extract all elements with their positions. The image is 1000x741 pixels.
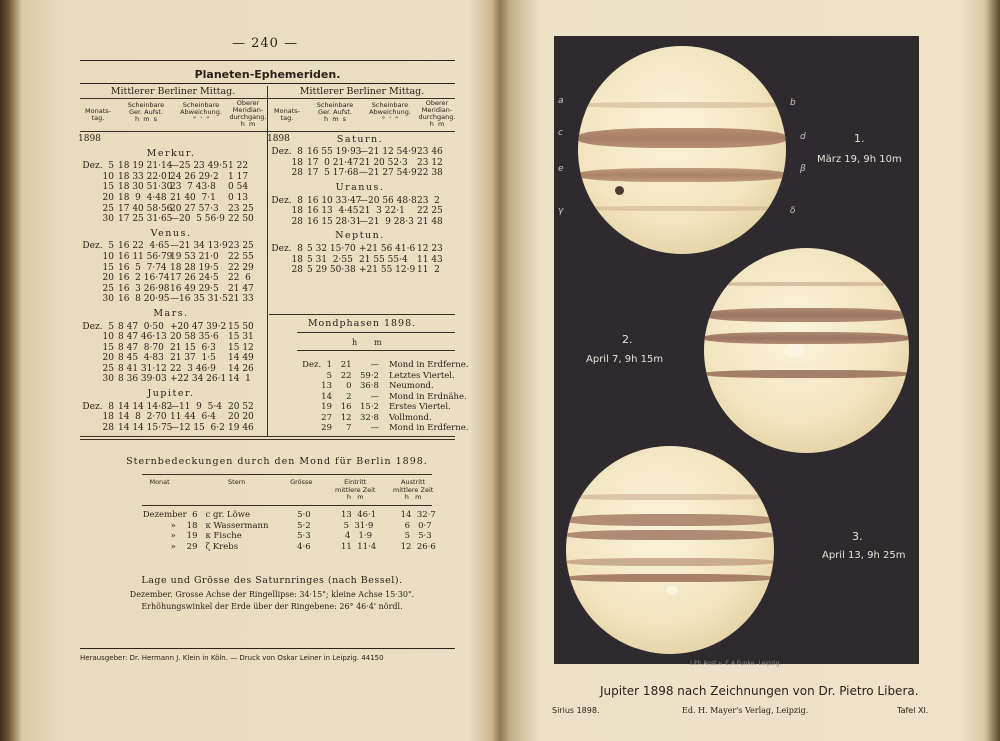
ephemeris-cell: Dez. 5 — [82, 241, 114, 252]
occultation-rows — [118, 510, 448, 552]
occultation-row — [118, 510, 448, 521]
moon-phase-cell: 59·2 — [360, 370, 379, 381]
ephemeris-cell: 5 29 50·38 — [307, 265, 356, 276]
belt-2b — [704, 332, 909, 344]
ephemeris-cell: —11 9 5·4 — [170, 401, 222, 412]
planet-heading: Saturn. — [336, 133, 384, 145]
ephemeris-cell: 25 — [102, 203, 114, 214]
ephemeris-cell: 14 1 — [228, 374, 251, 385]
ephemeris-cell: 25 — [102, 363, 114, 374]
ephemeris-row — [267, 206, 453, 217]
ephemeris-row — [78, 412, 264, 423]
ephemeris-cell: 12 23 — [417, 243, 443, 254]
ephemeris-cell: 15 12 — [228, 342, 254, 353]
ephemeris-cell: +21 55 12·9 — [359, 265, 416, 276]
left-page — [22, 0, 492, 741]
jupiter-drawing-1 — [578, 46, 786, 254]
ephemeris-cell: 17 5 17·68 — [307, 168, 359, 179]
moon-phase-cell: Letztes Viertel. — [388, 370, 455, 381]
drawing-3-number: 3. — [852, 530, 863, 543]
ephemeris-cell: 14 26 — [228, 363, 254, 374]
ephemeris-cell: 21 33 — [228, 294, 254, 305]
planet-heading: Merkur. — [146, 147, 196, 159]
jupiter-plate — [554, 36, 919, 667]
marker-beta: β — [800, 164, 806, 174]
ephemeris-row — [78, 172, 264, 183]
moon-phase-cell: Dez. 1 — [302, 360, 332, 370]
bottom-center: Ed. H. Mayer's Verlag, Leipzig. — [682, 706, 809, 715]
ephemeris-title: Planeten-Ephemeriden. — [194, 68, 341, 81]
ephemeris-cell: 22 25 — [417, 206, 443, 217]
marker-delta: δ — [790, 206, 796, 216]
ephemeris-row — [78, 364, 264, 375]
saturn-ring-text-1: Dezember. Grosse Achse der Ringellipse: 34·15"; kleine Achse 15·30". — [129, 590, 415, 599]
top-rule — [80, 60, 455, 61]
marker-c: c — [558, 128, 563, 138]
moon-phase-cell: 7 — [346, 423, 352, 433]
ephemeris-cell: 10 — [102, 171, 114, 182]
ephemeris-row — [78, 353, 264, 364]
ephemeris-cell: 16 13 4·45 — [307, 206, 359, 217]
moon-phase-cell: Erstes Viertel. — [388, 402, 451, 412]
ephemeris-cell: 5 31 2·55 — [307, 254, 353, 265]
ephemeris-cell: 30 — [102, 374, 114, 385]
occultation-cell: 11 11·4 — [340, 541, 377, 552]
occultation-cell: 12 26·6 — [400, 541, 436, 552]
occultation-row — [118, 531, 448, 542]
table-bottom-rule-2 — [80, 439, 455, 440]
mond-h: h — [352, 338, 358, 347]
ephemeris-cell: +21 56 41·6 — [359, 243, 416, 254]
belt-3c — [566, 574, 774, 582]
ephemeris-cell: 20 27 57·3 — [170, 203, 219, 214]
moon-phase-cell: — — [370, 360, 379, 370]
occultation-title: Sternbedeckungen durch den Mond für Berlin 1898. — [126, 456, 428, 467]
ephemeris-cell: 15 50 — [228, 321, 254, 332]
occultation-cell: 5·3 — [297, 531, 311, 541]
ephemeris-cell: 22 6 — [228, 273, 251, 284]
lithographer-credit: Lith.Anst.v. E.A.Funke, Leipzig. — [690, 660, 782, 667]
ephemeris-year: 1898 — [267, 134, 290, 144]
ephemeris-cell: Dez. 8 — [271, 147, 303, 158]
moon-phase-cell: 15·2 — [360, 402, 379, 412]
saturn-ring-text-2: Erhöhungswinkel der Erde über der Ringebene: 26° 46·4' nördl. — [141, 602, 403, 611]
marker-b: b — [790, 98, 796, 108]
moon-phase-cell: 22 — [340, 370, 352, 381]
ephemeris-cell: 22 3 46·9 — [170, 363, 216, 374]
occultation-header: Monat — [149, 478, 170, 486]
moon-phase-cell: 13 — [321, 381, 332, 391]
moon-phase-cell: Mond in Erdferne. — [388, 423, 469, 433]
occultation-cell: 4·6 — [297, 541, 311, 552]
right-page — [512, 0, 992, 741]
ephemeris-cell: 20 — [102, 353, 114, 364]
moon-phase-cell: Mond in Erdferne. — [388, 360, 469, 370]
footer-rule — [80, 648, 455, 649]
planet-heading: Mars. — [153, 307, 189, 319]
ephemeris-cell: 11 44 6·4 — [170, 412, 216, 423]
ephemeris-cell: 15 — [102, 342, 114, 353]
ephemeris-cell: 28 — [291, 168, 303, 179]
mond-m: m — [374, 338, 382, 347]
ephemeris-cell: 22 50 — [228, 214, 254, 225]
equatorial-belt-south — [578, 168, 786, 182]
jupiter-drawing-3 — [566, 446, 774, 654]
ephemeris-cell: 18 33 22·01 — [118, 171, 173, 182]
ephemeris-row — [78, 322, 264, 333]
ephemeris-cell: 17 26 24·5 — [170, 273, 219, 284]
moon-phase-cell: 2 — [346, 391, 352, 402]
ephemeris-cell: 8 41 31·12 — [118, 363, 167, 374]
ephemeris-row — [267, 217, 453, 228]
ephemeris-cell: 18 30 51·30 — [118, 182, 173, 193]
occultation-row — [118, 542, 448, 553]
ephemeris-year: 1898 — [78, 134, 101, 144]
moon-phase-cell: 29 — [321, 423, 332, 433]
ephemeris-row — [78, 294, 264, 305]
ephemeris-cell: 30 — [102, 214, 114, 225]
moon-phase-cell: 32·8 — [360, 412, 379, 423]
occultation-cell: 5·2 — [297, 520, 311, 531]
ephemeris-cell: 21 37 1·5 — [170, 353, 216, 364]
stern-rule-1 — [142, 474, 432, 475]
ephemeris-cell: 14 49 — [228, 353, 254, 364]
drawing-2-number: 2. — [622, 333, 633, 346]
occultation-cell: » 18 — [170, 520, 198, 531]
bottom-right: Tafel XI. — [897, 706, 929, 715]
ephemeris-row — [78, 252, 264, 263]
ephemeris-cell: 10 — [102, 251, 114, 262]
planet-heading: Venus. — [150, 227, 192, 239]
moon-phase-cell: 19 — [321, 402, 332, 412]
occultation-header: Stern — [228, 478, 246, 486]
ephemeris-cell: 18 — [291, 254, 303, 265]
ephemeris-cell: 22 38 — [417, 168, 443, 179]
ephemeris-cell: 17 40 58·56 — [118, 203, 173, 214]
ephemeris-cell: 0 13 — [228, 192, 249, 203]
mond-rule — [269, 314, 455, 315]
ephemeris-cell: 16 15 28·31 — [307, 216, 362, 227]
title-rule — [80, 83, 455, 84]
ephemeris-cell: —16 35 31·5 — [170, 294, 228, 305]
moon-phase-cell: 5 — [326, 370, 332, 381]
bottom-left: Sirius 1898. — [552, 706, 600, 715]
moon-phase-cell: Mond in Erdnähe. — [388, 391, 467, 402]
ephemeris-cell: 19 46 — [228, 422, 254, 433]
ephemeris-cell: 8 36 39·03 — [118, 374, 167, 385]
ephemeris-row — [78, 374, 264, 385]
ephemeris-cell: 20 20 — [228, 412, 254, 423]
ephemeris-cell: 18 9 4·48 — [118, 192, 167, 203]
ephemeris-row — [78, 423, 264, 434]
ephemeris-cell: 20 58 35·6 — [170, 332, 219, 343]
moon-phase-row — [287, 360, 477, 371]
drawing-2-date: April 7, 9h 15m — [586, 354, 664, 365]
ephemeris-cell: 21 20 52·3 — [359, 157, 408, 168]
ephemeris-cell: 5 32 15·70 — [307, 243, 356, 254]
belt-3b — [566, 530, 774, 540]
ephemeris-row — [78, 214, 264, 225]
ephemeris-cell: Dez. 8 — [82, 401, 114, 412]
moon-phase-cell: Vollmond. — [388, 412, 432, 423]
ephemeris-row — [267, 147, 453, 158]
ephemeris-cell: 22 29 — [228, 262, 254, 273]
publisher-footer: Herausgeber: Dr. Hermann J. Klein in Köln. — Druck von Oskar Leiner in Leipzig. 44150 — [80, 654, 384, 662]
ephemeris-cell: 16 49 29·5 — [170, 283, 219, 294]
header-mer: Oberer Meridian- durchgang. h m — [229, 99, 267, 128]
ephemeris-cell: 18 19 21·14 — [118, 161, 173, 172]
ephemeris-cell: 14 14 15·75 — [118, 422, 173, 433]
saturn-ring-title: Lage und Grösse des Saturnringes (nach Bessel). — [141, 575, 403, 586]
ephemeris-cell: 16 22 4·65 — [118, 241, 170, 252]
ephemeris-cell: 16 3 26·98 — [118, 283, 170, 294]
marker-d: d — [800, 132, 806, 142]
ephemeris-cell: 21 15 6·3 — [170, 342, 216, 353]
header-ar: Scheinbare Ger. Aufst. h m s — [127, 101, 165, 123]
moon-phase-row — [287, 371, 477, 382]
ephemeris-row — [78, 273, 264, 284]
ephemeris-cell: 16 8 20·95 — [118, 294, 170, 305]
occultation-cell: Dezember 6 — [142, 510, 198, 520]
ephemeris-cell: 18 28 19·5 — [170, 262, 219, 273]
ephemeris-cell: 16 55 19·93 — [307, 147, 362, 158]
ephemeris-column-left — [78, 134, 264, 433]
white-spot-3 — [666, 586, 678, 595]
ephemeris-row — [267, 168, 453, 179]
equatorial-belt-north — [578, 128, 786, 148]
ephemeris-cell: 16 10 33·47 — [307, 195, 362, 206]
ephemeris-row — [78, 343, 264, 354]
ephemeris-cell: 8 47 8·70 — [118, 342, 164, 353]
occultation-cell: ζ Krebs — [205, 541, 239, 552]
moon-phase-cell: — — [370, 391, 379, 402]
header-ar-2: Scheinbare Ger. Aufst. h m s — [316, 101, 354, 123]
ephemeris-cell: 21 47 — [228, 283, 254, 294]
moon-phase-row — [287, 381, 477, 392]
ephemeris-cell: 20 — [102, 273, 114, 284]
marker-a: a — [558, 96, 564, 106]
moon-phase-cell: 21 — [340, 360, 352, 370]
ephemeris-cell: 30 — [102, 294, 114, 305]
ephemeris-cell: 21 3 22·1 — [359, 206, 405, 217]
ephemeris-cell: —21 9 28·3 — [359, 216, 414, 227]
ephemeris-cell: 23 12 — [417, 157, 443, 168]
moon-phase-cell: — — [370, 423, 379, 433]
mond-rule-2 — [297, 332, 455, 333]
ephemeris-cell: Dez. 8 — [271, 243, 303, 254]
ephemeris-cell: 21 40 7·1 — [170, 192, 216, 203]
ephemeris-cell: 18 — [291, 157, 303, 168]
ephemeris-cell: Dez. 5 — [82, 321, 114, 332]
header-tag: Monats- tag. — [85, 107, 111, 122]
header-dec-2: Scheinbare Abweichung. ° ' " — [369, 101, 411, 123]
moon-phase-cell: 36·8 — [360, 381, 379, 391]
ephemeris-row — [78, 332, 264, 343]
ephemeris-row — [78, 193, 264, 204]
ephemeris-cell: 17 25 31·65 — [118, 214, 173, 225]
ephemeris-cell: 1 17 — [228, 171, 249, 182]
header-dec: Scheinbare Abweichung. ° ' " — [180, 101, 222, 123]
occultation-cell: 13 46·1 — [340, 510, 377, 520]
moon-phase-cell: 0 — [346, 381, 352, 391]
occultation-header: Eintritt mittlere Zeit h m — [335, 478, 376, 501]
ephemeris-cell: Dez. 8 — [271, 195, 303, 206]
stern-rule-2 — [142, 505, 432, 506]
ephemeris-cell: 0 54 — [228, 182, 249, 193]
header-tag-2: Monats- tag. — [274, 107, 300, 122]
ephemeris-row — [267, 265, 453, 276]
ephemeris-cell: 18 — [291, 206, 303, 217]
planet-heading: Neptun. — [335, 230, 385, 242]
ephemeris-cell: 16 2 16·74 — [118, 273, 170, 284]
ephemeris-cell: —12 15 6·2 — [170, 422, 225, 433]
ephemeris-row — [267, 196, 453, 207]
ephemeris-cell: 1 22 — [228, 161, 249, 172]
occultation-cell: 5 5·3 — [404, 531, 432, 541]
ephemeris-cell: 23 2 — [417, 195, 440, 206]
ephemeris-cell: 28 — [102, 422, 114, 433]
mond-rule-3 — [297, 350, 455, 351]
subtitle-right: Mittlerer Berliner Mittag. — [299, 86, 425, 97]
marker-e: e — [558, 164, 564, 174]
ephemeris-cell: 16 5 7·74 — [118, 262, 167, 273]
ephemeris-column-right — [267, 134, 453, 276]
planet-heading: Jupiter. — [147, 388, 195, 400]
mond-title: Mondphasen 1898. — [307, 318, 417, 329]
mond-table — [287, 360, 477, 434]
ephemeris-row — [78, 161, 264, 172]
ephemeris-row — [78, 204, 264, 215]
ephemeris-cell: 23 25 — [228, 203, 254, 214]
ephemeris-cell: —21 34 13·9 — [170, 241, 228, 252]
table-bottom-rule — [80, 436, 455, 437]
moon-phase-cell: Neumond. — [388, 381, 434, 391]
ephemeris-cell: 19 53 21·0 — [170, 251, 219, 262]
ephemeris-row — [267, 255, 453, 266]
header-mer-2: Oberer Meridian- durchgang. h m — [418, 99, 456, 128]
occultation-row — [118, 521, 448, 532]
ephemeris-cell: +22 34 26·1 — [170, 374, 227, 385]
occultation-cell: κ Wassermann — [205, 520, 269, 531]
moon-phase-row — [287, 402, 477, 413]
ephemeris-cell: 11 43 — [417, 254, 443, 265]
page-number: — 240 — — [232, 36, 299, 51]
ephemeris-cell: 24 26 29·2 — [170, 171, 219, 182]
ephemeris-cell: 28 — [291, 265, 303, 276]
ephemeris-cell: 14 8 2·70 — [118, 412, 167, 423]
planet-heading: Uranus. — [335, 181, 385, 193]
occultation-cell: 14 32·7 — [400, 510, 436, 520]
subtitle-left: Mittlerer Berliner Mittag. — [110, 86, 236, 97]
moon-phase-cell: 27 — [321, 412, 332, 423]
satellite-shadow — [615, 186, 624, 195]
drawing-1-number: 1. — [854, 132, 865, 145]
occultation-cell: 5 31·9 — [343, 520, 374, 531]
ephemeris-cell: 23 7 43·8 — [170, 182, 216, 193]
ephemeris-cell: —20 5 56·9 — [170, 214, 225, 225]
occultation-cell: c gr. Löwe — [205, 510, 251, 520]
moon-phase-row — [287, 392, 477, 403]
white-spot — [784, 344, 806, 358]
ephemeris-cell: 11 2 — [417, 265, 440, 276]
belt-3a — [566, 514, 774, 526]
moon-phase-cell: 12 — [340, 412, 352, 423]
ephemeris-cell: 15 — [102, 182, 114, 193]
belt-2c — [704, 370, 909, 378]
ephemeris-cell: 8 45 4·83 — [118, 353, 164, 364]
moon-phase-row — [287, 423, 477, 434]
drawing-3-date: April 13, 9h 25m — [822, 550, 906, 561]
occultation-cell: 5·0 — [297, 510, 311, 520]
ephemeris-row — [267, 244, 453, 255]
ephemeris-cell: —21 27 54·9 — [359, 168, 417, 179]
ephemeris-row — [78, 284, 264, 295]
ephemeris-cell: —20 56 48·8 — [359, 195, 417, 206]
ephemeris-cell: Dez. 5 — [82, 161, 114, 172]
ephemeris-cell: 21 48 — [417, 216, 443, 227]
ephemeris-cell: +20 47 39·2 — [170, 321, 227, 332]
belt-2a — [704, 308, 909, 322]
ephemeris-row — [78, 182, 264, 193]
occultation-cell: » 29 — [170, 541, 198, 552]
occultation-headers — [122, 479, 442, 502]
moon-phase-row — [287, 413, 477, 424]
ephemeris-cell: 8 47 46·13 — [118, 332, 167, 343]
drawing-1-date: März 19, 9h 10m — [817, 154, 902, 165]
ephemeris-cell: 10 — [102, 332, 114, 343]
jupiter-drawing-2 — [704, 248, 909, 453]
occultation-header: Austritt mittlere Zeit h m — [392, 478, 434, 501]
ephemeris-cell: 17 0 21·47 — [307, 157, 359, 168]
ephemeris-cell: 21 55 55·4 — [359, 254, 408, 265]
moon-phase-cell: 16 — [340, 402, 352, 412]
ephemeris-cell: 14 14 14·82 — [118, 401, 173, 412]
ephemeris-cell: 20 52 — [228, 401, 254, 412]
ephemeris-cell: 23 25 — [228, 241, 254, 252]
ephemeris-cell: 8 47 0·50 — [118, 321, 164, 332]
ephemeris-cell: 23 46 — [417, 147, 443, 158]
ephemeris-cell: 28 — [291, 216, 303, 227]
occultation-header: Grösse — [290, 478, 313, 486]
occultation-cell: 6 0·7 — [404, 520, 432, 531]
ephemeris-cell: 16 11 56·79 — [118, 251, 173, 262]
occultation-cell: » 19 — [170, 531, 198, 541]
ephemeris-cell: 15 31 — [228, 332, 254, 343]
moon-phase-cell: 14 — [321, 391, 332, 402]
ephemeris-cell: 25 — [102, 283, 114, 294]
ephemeris-cell: 22 55 — [228, 251, 254, 262]
occultation-cell: κ Fische — [205, 531, 242, 541]
ephemeris-cell: —25 23 49·5 — [170, 161, 228, 172]
ephemeris-row — [78, 241, 264, 252]
ephemeris-row — [267, 158, 453, 169]
occultation-cell: 4 1·9 — [345, 531, 373, 541]
ephemeris-row — [78, 263, 264, 274]
ephemeris-cell: —21 12 54·9 — [359, 147, 417, 158]
ephemeris-cell: 15 — [102, 262, 114, 273]
marker-gamma: γ — [558, 206, 564, 216]
ephemeris-row — [78, 402, 264, 413]
ephemeris-cell: 20 — [102, 192, 114, 203]
plate-caption: Jupiter 1898 nach Zeichnungen von Dr. Pietro Libera. — [600, 684, 919, 698]
ephemeris-cell: 18 — [102, 412, 114, 423]
occultation-table — [112, 456, 442, 467]
